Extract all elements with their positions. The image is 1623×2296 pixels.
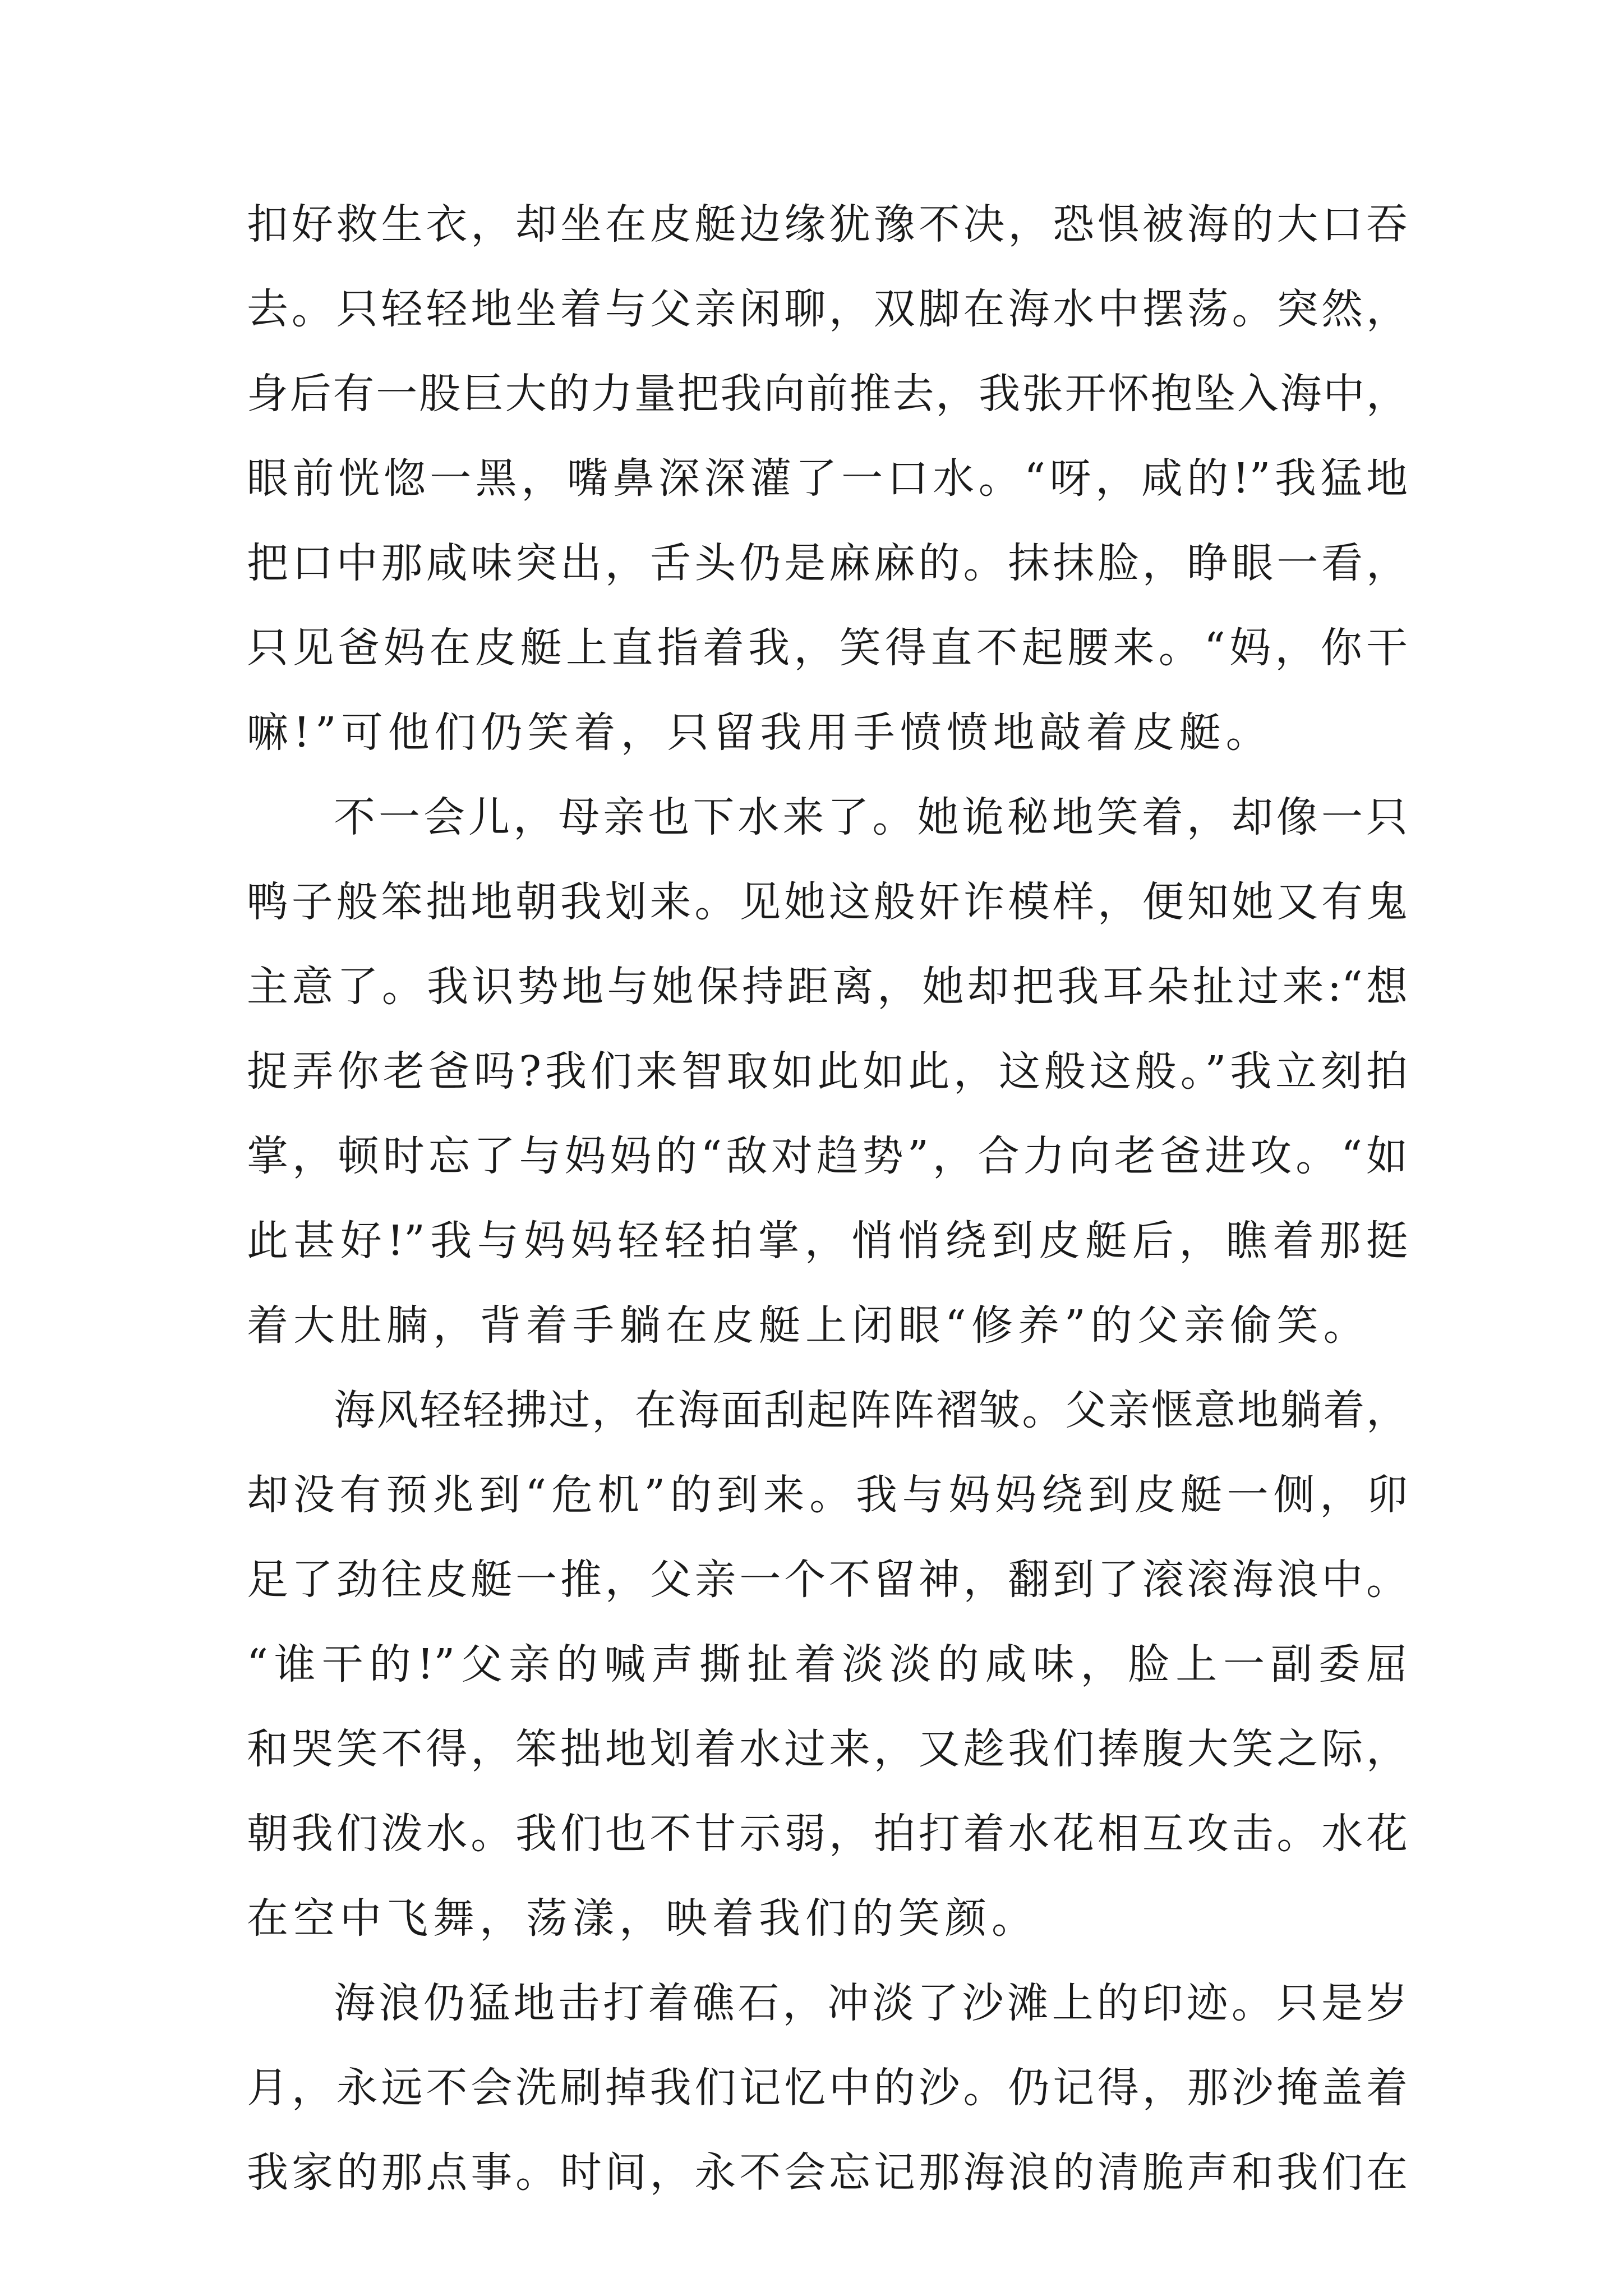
body-text xyxy=(247,182,1408,2215)
text-line: 足了劲往皮艇一推，父亲一个不留神，翻到了滚滚海浪中。 xyxy=(247,1556,1408,1604)
text-line: 朝我们泼水。我们也不甘示弱，拍打着水花相互攻击。水花 xyxy=(247,1810,1408,1858)
text-line: 扣好救生衣，却坐在皮艇边缘犹豫不决，恐惧被海的大口吞 xyxy=(247,200,1408,249)
text-line: 月，永远不会洗刷掉我们记忆中的沙。仍记得，那沙掩盖着 xyxy=(247,2064,1408,2112)
text-line: 身后有一股巨大的力量把我向前推去，我张开怀抱坠入海中， xyxy=(247,370,1408,418)
text-line: “谁干的!”父亲的喊声撕扯着淡淡的咸味，脸上一副委屈 xyxy=(247,1640,1408,1688)
text-line: 主意了。我识势地与她保持距离，她却把我耳朵扯过来:“想 xyxy=(247,963,1408,1011)
text-line: 着大肚腩，背着手躺在皮艇上闭眼“修养”的父亲偷笑。 xyxy=(247,1301,1370,1350)
text-line: 嘛!”可他们仍笑着，只留我用手愤愤地敲着皮艇。 xyxy=(247,708,1272,757)
text-line: 我家的那点事。时间，永不会忘记那海浪的清脆声和我们在 xyxy=(247,2148,1408,2197)
text-line: 掌，顿时忘了与妈妈的“敌对趋势”，合力向老爸进攻。“如 xyxy=(247,1132,1408,1180)
text-line: 眼前恍惚一黑，嘴鼻深深灌了一口水。“呀，咸的!”我猛地 xyxy=(247,454,1408,503)
paragraph-first-line: 不一会儿，母亲也下水来了。她诡秘地笑着，却像一只 xyxy=(334,793,1408,841)
text-line: 只见爸妈在皮艇上直指着我，笑得直不起腰来。“妈，你干 xyxy=(247,624,1408,672)
text-line: 去。只轻轻地坐着与父亲闲聊，双脚在海水中摆荡。突然， xyxy=(247,285,1408,333)
text-line: 捉弄你老爸吗?我们来智取如此如此，这般这般。”我立刻拍 xyxy=(247,1047,1408,1096)
text-line: 此甚好!”我与妈妈轻轻拍掌，悄悄绕到皮艇后，瞧着那挺 xyxy=(247,1217,1408,1265)
paragraph-first-line: 海浪仍猛地击打着礁石，冲淡了沙滩上的印迹。只是岁 xyxy=(334,1979,1408,2027)
text-line: 把口中那咸味突出，舌头仍是麻麻的。抹抹脸，睁眼一看， xyxy=(247,539,1408,587)
text-line: 却没有预兆到“危机”的到来。我与妈妈绕到皮艇一侧，卯 xyxy=(247,1471,1408,1519)
paragraph-first-line: 海风轻轻拂过，在海面刮起阵阵褶皱。父亲惬意地躺着， xyxy=(334,1386,1408,1434)
text-line: 和哭笑不得，笨拙地划着水过来，又趁我们捧腹大笑之际， xyxy=(247,1725,1408,1773)
text-line: 在空中飞舞，荡漾，映着我们的笑颜。 xyxy=(247,1894,1038,1943)
text-line: 鸭子般笨拙地朝我划来。见她这般奸诈模样，便知她又有鬼 xyxy=(247,878,1408,926)
